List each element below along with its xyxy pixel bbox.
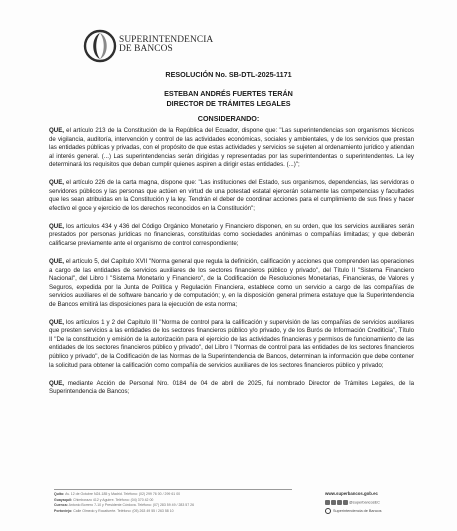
paragraph-lead: QUE, — [49, 379, 65, 387]
signatory-block — [0, 89, 457, 109]
social-handles[interactable] — [325, 500, 380, 505]
footer-addresses — [54, 492, 304, 514]
footer-address-portoviejo: Portoviejo: Calle Olmedo y Rocafuerte. Teléfono: (05) 263 49 55 / 263 58 10 — [54, 508, 174, 513]
social-icon — [325, 500, 330, 505]
paragraph-lead: QUE, — [49, 258, 65, 266]
considerando-heading: CONSIDERANDO: — [197, 114, 260, 123]
institution-logo — [83, 27, 273, 67]
paragraph — [49, 223, 414, 249]
social-icon — [331, 500, 336, 505]
document-body — [49, 127, 414, 406]
paragraph — [49, 319, 414, 370]
paragraph — [49, 380, 414, 397]
paragraph-text: el artículo 213 de la Constitución de la República del Ecuador, dispone que: "Las superintendencias son organismos técnicos de vigilancia, auditoría, intervención y control de las actividades económicas, sociales y ambientales, y de los servicios que prestan las entidades públicas y privadas, con el propósito de que estas actividades y servicios se sujeten al ordenamiento jurídico y atiendan al interés general. (...) Las superintendencias serán dirigidas y representadas por las superintendentas o superintendentes. La ley determinará los requisitos que deban cumplir quienes aspiren a dirigir estas entidades. (...)"; — [49, 127, 414, 169]
superintendencia-seal-icon — [83, 27, 117, 65]
resolution-number: RESOLUCIÓN No. SB-DTL-2025-1171 — [165, 70, 292, 79]
logo-line-1: SUPERINTENDENCIA — [119, 35, 214, 45]
paragraph — [49, 258, 414, 309]
paragraph-lead: QUE, — [49, 127, 65, 134]
paragraph-lead: QUE, — [49, 318, 65, 326]
paragraph-text: el artículo 5, del Capítulo XVII "Norma general que regula la definición, calificación y acciones que comprenden las operaciones a cargo de las entidades de servicios auxiliares de los sectores financieros público y privado", del Título II "Sistema Financiero Nacional", del Libro I "Sistema Monetario y Financiero", de la Codificación de Resoluciones Monetarias, Financieras, de Valores y Seguros, expedida por la Junta de Política y Regulación Financiera, establece como un servicio a cargo de las compañías de servicios auxiliares el de software bancario y de computación; y, en la disposición general primera estatuye que la Superintendencia de Bancos emitirá las disposiciones para la ejecución de esta norma; — [49, 258, 414, 308]
footer-contact — [325, 491, 435, 521]
website-link[interactable]: www.superbancos.gob.ec — [325, 491, 378, 496]
footer-logo-text: Superintendencia de Bancos — [333, 509, 382, 513]
paragraph — [49, 179, 414, 213]
logo-wordmark — [119, 36, 269, 55]
superintendencia-seal-icon — [325, 508, 331, 514]
paragraph-lead: QUE, — [49, 179, 65, 187]
paragraph-text: los artículos 1 y 2 del Capítulo III "Norma de control para la calificación y supervisión de las compañías de servicios auxiliares que presten servicios a las entidades de los sectores financieros público y/o privado, y de los Burós de Información Crediticia", Título II "De la constitución y emisión de la autorización para el ejercicio de las actividades financieras y permisos de funcionamiento de las entidades de los sectores financieros público y privado", del Libro I "Normas de control para las entidades de los sectores financieros público y privado", de la Codificación de las Normas de la Superintendencia de Bancos, determinan la información que debe contener la solicitud para obtener la calificación como compañía de servicios auxiliares de los sectores financieros público y privado; — [49, 318, 414, 369]
footer-address-quito: Quito: Av. 12 de Octubre N24-185 y Madrid. Teléfono: (02) 299 76 00 / 299 61 00 — [54, 492, 181, 496]
paragraph-text: mediante Acción de Personal Nro. 0184 de 04 de abril de 2025, fui nombrado Director de Trámites Legales, de la Superintendencia de Bancos; — [49, 379, 414, 396]
social-icon — [343, 500, 348, 505]
logo-line-2: DE BANCOS — [119, 44, 173, 55]
social-icon — [337, 500, 342, 505]
paragraph — [49, 127, 414, 170]
social-handle-text: @superbancosEC — [349, 500, 380, 505]
paragraph-lead: QUE, — [49, 222, 65, 230]
footer-address-cuenca: Cuenca: Antonio Borrero 7-10 y Presidente Córdova. Teléfono: (07) 283 59 49 / 283 57 26 — [54, 503, 195, 508]
footer-logo — [325, 508, 382, 514]
signatory-name: ESTEBAN ANDRÉS FUERTES TERÁN — [164, 89, 293, 98]
paragraph-text: los artículos 434 y 436 del Código Orgánico Monetario y Financiero disponen, en su orden, que los servicios auxiliares serán prestados por personas jurídicas no financieras, constituidas como sociedades anónimas o compañías limitadas; y que deberán calificarse previamente ante el organismo de control correspondiente; — [49, 222, 414, 248]
footer-divider — [54, 489, 292, 490]
signatory-title: DIRECTOR DE TRÁMITES LEGALES — [166, 99, 291, 108]
footer-address-guayaquil: Guayaquil: Chimborazo 412 y Aguirre. Teléfono: (04) 370 42 00 — [54, 497, 154, 502]
paragraph-text: el artículo 226 de la carta magna, dispone que: "Las instituciones del Estado, sus organismos, dependencias, las servidoras o servidores públicos y las personas que actúen en virtud de una potestad estatal ejercerán solamente las competencias y facultades que les sean atribuidas en la Constitución y la ley. Tendrán el deber de coordinar acciones para el cumplimiento de sus fines y hacer efectivo el goce y ejercicio de los derechos reconocidos en la Constitución"; — [49, 179, 414, 212]
